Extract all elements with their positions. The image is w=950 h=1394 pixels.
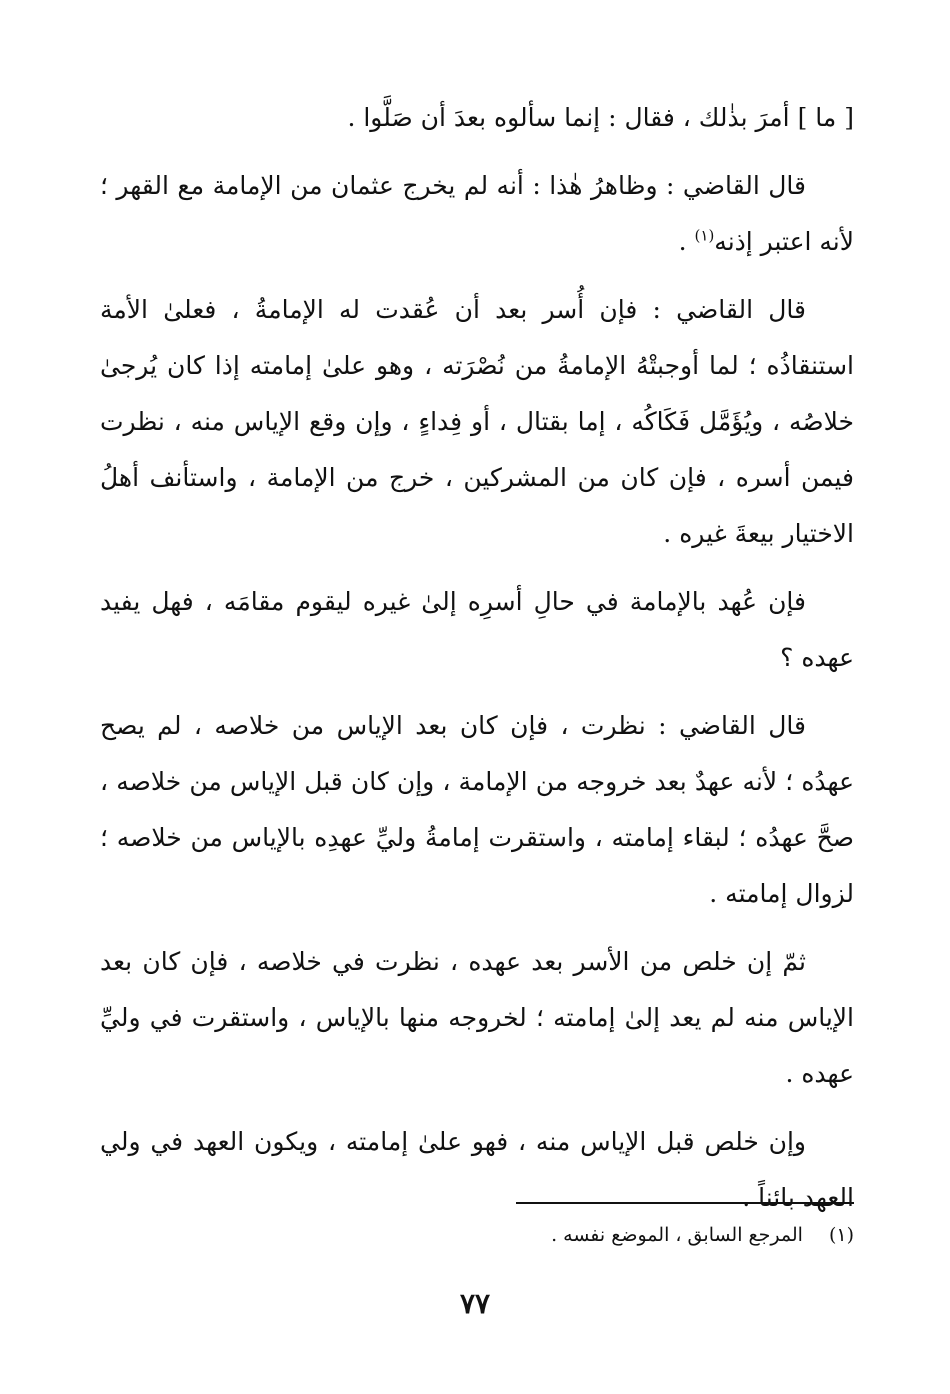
page-body — [100, 90, 854, 1226]
paragraph-2-text: قال القاضي : وظاهرُ هٰذا : أنه لم يخرج عثمان من الإمامة مع القهر ؛ لأنه اعتبر إذنه — [100, 171, 854, 256]
footnote-text: المرجع السابق ، الموضع نفسه . — [551, 1224, 803, 1246]
paragraph-7: وإن خلص قبل الإياس منه ، فهو علىٰ إمامته ، ويكون العهد في ولي العهد بائناً . — [100, 1127, 854, 1212]
paragraph-2-end: . — [678, 227, 695, 256]
paragraph-4: فإن عُهد بالإمامة في حالِ أسرِه إلىٰ غيره ليقوم مقامَه ، فهل يفيد عهده ؟ — [100, 587, 854, 672]
paragraph-1: [ ما ] أمرَ بذٰلك ، فقال : إنما سألوه بعدَ أن صَلَّوا . — [347, 103, 854, 132]
footnote — [551, 1220, 854, 1250]
page-number: ٧٧ — [459, 1287, 491, 1320]
paragraph-3: قال القاضي : فإن أُسر بعد أن عُقدت له الإمامةُ ، فعلىٰ الأمة استنقاذُه ؛ لما أوجبتْهُ الإمامةُ من نُصْرَته ، وهو علىٰ إمامته إذا كان يُرجىٰ خلاصُه ، ويُؤَمَّل فَكَاكُه ، إما بقتال ، أو فِداءٍ ، وإن وقع الإياس منه ، نظرت فيمن أسره ، فإن كان من المشركين ، خرج من الإمامة ، واستأنف أهلُ الاختيار بيعةَ غيره . — [100, 295, 854, 548]
footnote-number: (١) — [828, 1224, 854, 1246]
footnote-divider — [516, 1202, 854, 1204]
paragraph-6: ثمّ إن خلص من الأسر بعد عهده ، نظرت في خلاصه ، فإن كان بعد الإياس منه لم يعد إلىٰ إمامته ؛ لخروجه منها بالإياس ، واستقرت في وليِّ عهده . — [100, 947, 854, 1088]
paragraph-2 — [100, 158, 854, 270]
paragraph-5: قال القاضي : نظرت ، فإن كان بعد الإياس من خلاصه ، لم يصح عهدُه ؛ لأنه عهدٌ بعد خروجه من الإمامة ، وإن كان قبل الإياس من خلاصه ، صحَّ عهدُه ؛ لبقاء إمامته ، واستقرت إمامةُ وليِّ عهدِه بالإياس من خلاصه ؛ لزوال إمامته . — [100, 711, 854, 908]
footnote-reference[interactable]: (١) — [694, 226, 715, 245]
